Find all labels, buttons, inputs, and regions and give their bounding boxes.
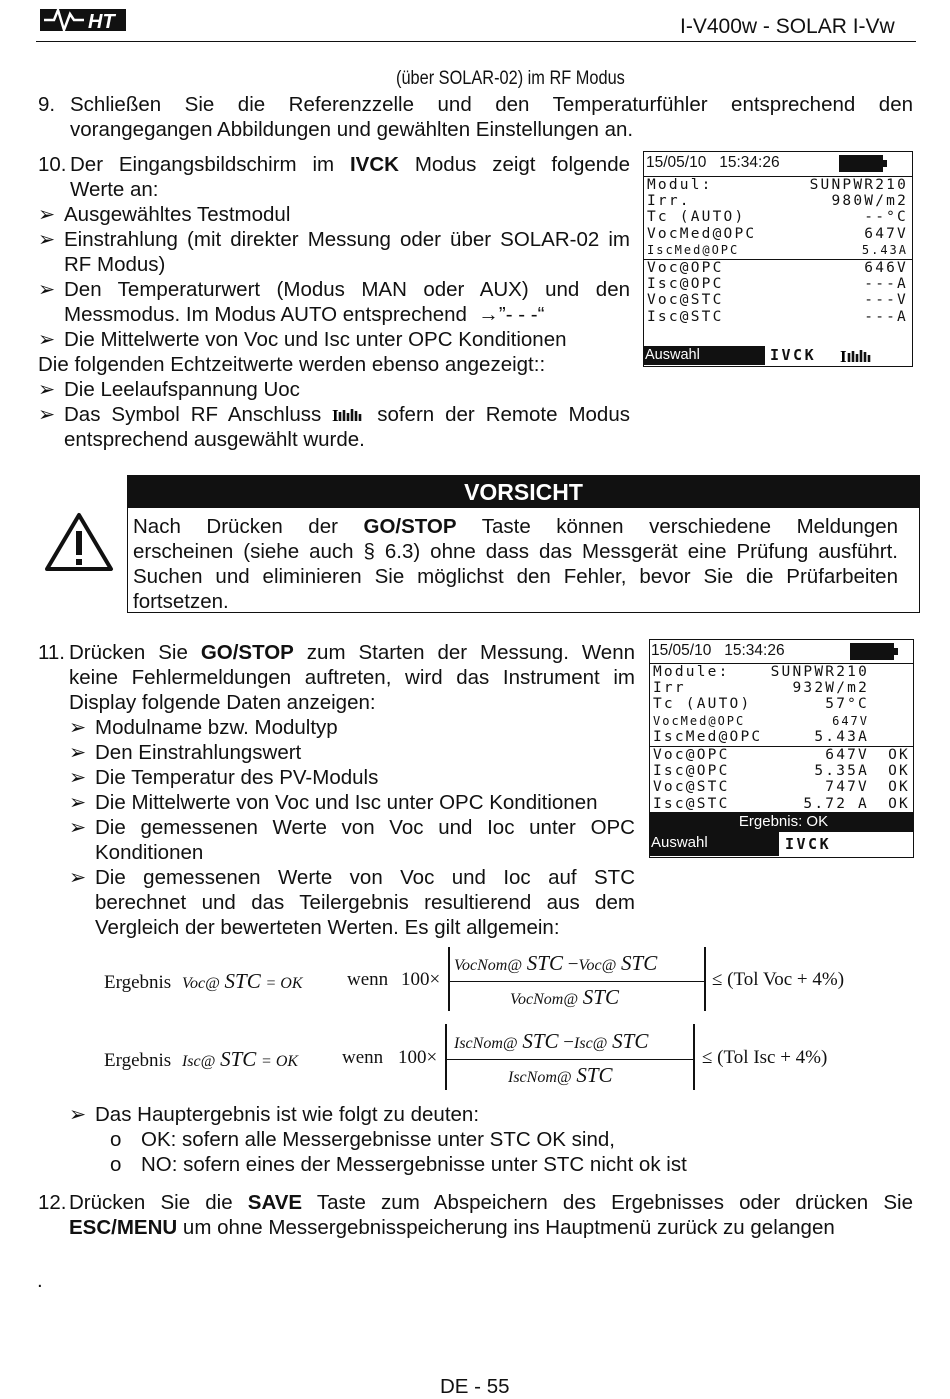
lcd-row-label: Isc@STC [647, 308, 724, 325]
arrowhead-bullet-icon: ➢ [38, 328, 56, 351]
lcd-row-status: OK [888, 763, 910, 780]
lcd-row-label: Isc@STC [653, 795, 730, 812]
lcd-row [644, 276, 912, 292]
softkey-ivck[interactable]: IVCK [785, 835, 832, 853]
item11-bullet6-cont2: Vergleich der bewerteten Werten. Es gilt allgemein: [95, 916, 560, 939]
item10-number: 10. [38, 153, 67, 176]
caution-line1: Nach Drücken der GO/STOP Taste können verschiedene Meldungen [133, 515, 899, 538]
lcd-row-value: 5.72 A [803, 795, 869, 812]
item11-line2: keine Fehlermeldungen auftreten, wird das Instrument im [69, 666, 635, 689]
item10-bullet3: Den Temperaturwert (Modus MAN oder AUX) und den [64, 278, 630, 301]
lcd-row-label: Modul: [647, 177, 713, 193]
caution-line4: fortsetzen. [133, 590, 229, 613]
lcd-row-label: Isc@OPC [647, 276, 724, 293]
lcd-row [650, 747, 913, 763]
lcd-row-label: IscMed@OPC [647, 242, 740, 257]
arrowhead-bullet-icon: ➢ [69, 716, 87, 739]
item11-bullet6-cont1: berechnet und das Teilergebnis resultierend aus dem [95, 891, 635, 914]
sub-bullet-marker: o [110, 1153, 122, 1176]
item10-line2: Werte an: [70, 178, 159, 201]
formula-isc: Ergebnis Isc@ STC = OK wenn 100× IscNom@ STC −Isc@ STC IscNom@ STC ≤ (Tol Isc + 4%) [104, 1022, 864, 1094]
item11-bullet5-cont: Konditionen [95, 841, 204, 864]
item10-bullet5: Die Leelaufspannung Uoc [64, 378, 300, 401]
item10-line1: Der Eingangsbildschirm im IVCK Modus zeigt folgende [70, 153, 631, 176]
lcd-row-value: 646V [864, 260, 908, 276]
item9-line2: vorangegangen Abbildungen und gewählten Einstellungen an. [70, 118, 634, 141]
item11-bullet2: Den Einstrahlungswert [95, 741, 302, 764]
lcd-row [650, 729, 913, 745]
item10-bullet3-cont: Messmodus. Im Modus AUTO entsprechend →”- - -“ [64, 303, 545, 326]
item10-bullet4: Die Mittelwerte von Voc und Isc unter OPC Konditionen [64, 328, 567, 351]
arrowhead-bullet-icon: ➢ [69, 816, 87, 839]
lcd-row-value: SUNPWR210 [809, 177, 908, 193]
svg-text:HT: HT [88, 11, 115, 33]
lcd-row-label: Voc@STC [653, 779, 730, 796]
instrument-screen-1 [643, 151, 913, 367]
arrowhead-bullet-icon: ➢ [38, 403, 56, 426]
item10-bullet1: Ausgewähltes Testmodul [64, 203, 291, 226]
lcd-row [650, 763, 913, 779]
item11-bullet1: Modulname bzw. Modultyp [95, 716, 338, 739]
formula-voc: Ergebnis Voc@ STC = OK wenn 100× VocNom@ STC −Voc@ STC VocNom@ STC ≤ (Tol Voc + 4%) [104, 945, 864, 1015]
lcd-row-value: --°C [864, 209, 908, 226]
item11-bullet3: Die Temperatur des PV-Moduls [95, 766, 379, 789]
subhead: (über SOLAR-02) im RF Modus [396, 68, 625, 89]
lcd-row [644, 242, 912, 258]
arrowhead-bullet-icon: ➢ [38, 278, 56, 301]
rf-signal-icon [840, 348, 880, 369]
item11-bullet5: Die gemessenen Werte von Voc und Ioc unter OPC [95, 816, 635, 839]
lcd-row-value: 5.35A [814, 763, 869, 780]
item12-line1: Drücken Sie die SAVE Taste zum Abspeichern des Ergebnisses oder drücken Sie [69, 1191, 913, 1214]
lcd-row-value: 647V [864, 225, 908, 242]
lcd-row-value: SUNPWR210 [770, 664, 869, 680]
lcd-row [650, 696, 913, 712]
item9-line1: Schließen Sie die Referenzzelle und den Temperaturfühler entsprechend den [70, 93, 913, 116]
stray-dot: . [37, 1269, 43, 1292]
lcd-row-value: 647V [832, 713, 869, 728]
lcd-row-value: 5.43A [861, 242, 908, 257]
result-no: NO: sofern eines der Messergebnisse unter STC nicht ok ist [141, 1153, 687, 1176]
page-number: DE - 55 [440, 1375, 510, 1398]
lcd-row [644, 309, 912, 325]
lcd-row-value: 647V [825, 747, 869, 763]
arrowhead-bullet-icon: ➢ [69, 741, 87, 764]
lcd-row-status: OK [888, 795, 910, 812]
result-ok: OK: sofern alle Messergebnisse unter STC OK sind, [141, 1128, 615, 1151]
instrument-screen-2 [649, 639, 914, 858]
lcd-row-value: 747V [825, 779, 869, 796]
item11-bullet6: Die gemessenen Werte von Voc und Ioc auf STC [95, 866, 635, 889]
lcd-row [650, 664, 913, 680]
caution-line2: erscheinen (siehe auch § 6.3) ohne dass das Messgerät eine Prüfung ausführt. [133, 540, 898, 563]
arrowhead-bullet-icon: ➢ [69, 766, 87, 789]
svg-text:I: I [840, 348, 847, 364]
arrowhead-bullet-icon: ➢ [69, 791, 87, 814]
lcd-row-label: IscMed@OPC [653, 728, 763, 745]
lcd-row [644, 209, 912, 225]
lcd-row-value: ---V [864, 292, 908, 309]
arrowhead-bullet-icon: ➢ [38, 228, 56, 251]
item11-line3: Display folgende Daten anzeigen: [69, 691, 376, 714]
warning-triangle-icon [44, 511, 114, 578]
softkey-auswahl[interactable]: Auswahl [644, 346, 765, 365]
caution-line3: Suchen und eliminieren Sie möglichst den Fehler, bevor Sie die Prüfarbeiten [133, 565, 898, 588]
item12-number: 12. [38, 1191, 67, 1214]
lcd-row-value: ---A [864, 276, 908, 293]
ht-logo-icon [40, 6, 130, 34]
lcd-row-status: OK [888, 747, 910, 763]
lcd-row-label: Tc (AUTO) [653, 696, 752, 713]
screen1-rows [644, 177, 912, 325]
lcd-row [644, 226, 912, 242]
caution-title: VORSICHT [128, 476, 919, 508]
lcd-row-label: Irr. [647, 193, 691, 210]
lcd-row-value: 980W/m2 [831, 193, 908, 210]
lcd-row-label: Irr [653, 680, 686, 697]
item10-bullet2: Einstrahlung (mit direkter Messung oder über SOLAR-02 im [64, 228, 630, 251]
softkey-ivck[interactable]: IVCK [770, 346, 817, 364]
item10-bullet6: Das Symbol RF Anschluss I sofern der Remote Modus [64, 402, 630, 429]
lcd-row [644, 193, 912, 209]
header-rule [36, 41, 916, 42]
item10-bullet2-cont: RF Modus) [64, 253, 166, 276]
lcd-row-value: 5.43A [814, 728, 869, 745]
lcd-row-label: Voc@OPC [653, 747, 730, 763]
item11-line1: Drücken Sie GO/STOP zum Starten der Messung. Wenn [69, 641, 635, 664]
lcd-row-label: VocMed@OPC [647, 225, 757, 242]
item11-number: 11. [38, 641, 65, 664]
lcd-row-status: OK [888, 779, 910, 796]
lcd-row [650, 796, 913, 812]
lcd-row-label: Voc@OPC [647, 260, 724, 276]
caution-box [127, 475, 920, 613]
arrowhead-bullet-icon: ➢ [69, 866, 87, 889]
item11-bullet4: Die Mittelwerte von Voc und Isc unter OPC Konditionen [95, 791, 598, 814]
lcd-row [644, 260, 912, 276]
lcd-row [644, 292, 912, 308]
lcd-row-label: Tc (AUTO) [647, 209, 746, 226]
screen1-datetime: 15/05/10 15:34:26 [646, 154, 780, 171]
lcd-row-value: 932W/m2 [792, 680, 869, 697]
battery-icon [839, 155, 887, 172]
screen2-result-bar: Ergebnis: OK [650, 812, 913, 832]
lcd-row-value: ---A [864, 308, 908, 325]
arrowhead-bullet-icon: ➢ [38, 378, 56, 401]
realtime-intro: Die folgenden Echtzeitwerte werden ebenso angezeigt:: [38, 353, 546, 376]
battery-icon [850, 643, 898, 660]
screen2-rows [650, 664, 913, 811]
arrowhead-bullet-icon: ➢ [38, 203, 56, 226]
item9-number: 9. [38, 93, 56, 116]
svg-text:I: I [332, 407, 339, 423]
lcd-row-label: Voc@STC [647, 292, 724, 309]
rf-signal-icon [332, 404, 366, 429]
screen2-datetime: 15/05/10 15:34:26 [651, 642, 785, 659]
lcd-row-label: Isc@OPC [653, 763, 730, 780]
result-bullet: Das Hauptergebnis ist wie folgt zu deuten: [95, 1103, 480, 1126]
header-title: I-V400w - SOLAR I-Vw [680, 15, 895, 38]
lcd-row-label: VocMed@OPC [653, 713, 746, 728]
lcd-row [650, 680, 913, 696]
lcd-row-value: 57°C [825, 696, 869, 713]
item12-line2: ESC/MENU um ohne Messergebnisspeicherung ins Hauptmenü zurück zu gelangen [69, 1216, 835, 1239]
lcd-row [650, 713, 913, 729]
lcd-row [644, 177, 912, 193]
softkey-auswahl[interactable]: Auswahl [650, 832, 779, 856]
screen1-softkey-bar [644, 346, 912, 365]
item10-bullet6-cont: entsprechend ausgewählt wurde. [64, 428, 365, 451]
lcd-row [650, 779, 913, 795]
lcd-row-label: Module: [653, 664, 730, 680]
arrowhead-bullet-icon: ➢ [69, 1103, 87, 1126]
sub-bullet-marker: o [110, 1128, 122, 1151]
